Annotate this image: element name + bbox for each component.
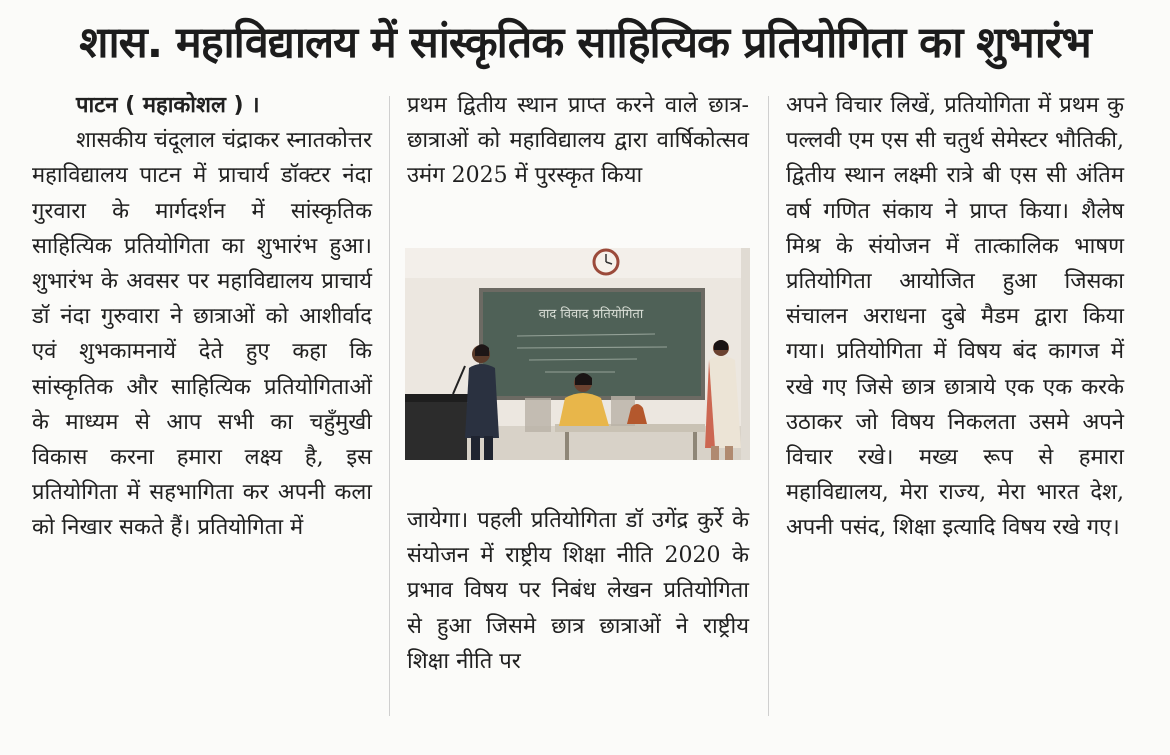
column-divider (389, 96, 390, 716)
article-column-2-top (407, 88, 749, 194)
article-column-1 (32, 88, 372, 546)
article-headline: शास. महाविद्यालय में सांस्कृतिक साहित्यिक प्रतियोगिता का शुभारंभ (79, 18, 1091, 68)
blackboard-text: वाद विवाद प्रतियोगिता (538, 307, 644, 322)
article-column-3 (786, 88, 1124, 546)
body-text: शासकीय चंदूलाल चंद्राकर स्नातकोत्तर महाविद्यालय पाटन में प्राचार्य डॉक्टर नंदा गुरवारा के मार्गदर्शन में सांस्कृतिक साहित्यिक प्रतियोगिता का शुभारंभ हुआ। शुभारंभ के अवसर पर महाविद्यालय प्राचार्य डॉ नंदा गुरुवारा ने छात्राओं को आशीर्वाद एवं शुभकामनायें देते हुए कहा कि सांस्कृतिक और साहित्यिक प्रतियोगिताओं के माध्यम से आप सभी का चहुँमुखी विकास करना हमारा लक्ष्य है, इस प्रतियोगिता में सहभागिता कर अपनी कला को निखार सकते हैं। प्रतियोगिता में (32, 128, 372, 541)
body-text: प्रथम द्वितीय स्थान प्राप्त करने वाले छात्र-छात्राओं को महाविद्यालय द्वारा वार्षिकोत्सव उमंग 2025 में पुरस्कृत किया (407, 93, 749, 189)
body-text: जायेगा। पहली प्रतियोगिता डॉ उगेंद्र कुर्रे के संयोजन में राष्ट्रीय शिक्षा नीति 2020 के प्रभाव विषय पर निबंध लेखन प्रतियोगिता से हुआ जिसमे छात्र छात्राओं ने राष्ट्रीय शिक्षा नीति पर (407, 508, 749, 674)
photo-illustration (405, 248, 750, 460)
body-text: अपने विचार लिखें, प्रतियोगिता में प्रथम कु पल्लवी एम एस सी चतुर्थ सेमेस्टर भौतिकी, द्वितीय स्थान लक्ष्मी रात्रे बी एस सी अंतिम वर्ष गणित संकाय ने प्राप्त किया। शैलेष मिश्र के संयोजन में तात्कालिक भाषण प्रतियोगिता आयोजित हुआ जिसका संचालन अराधना दुबे मैडम द्वारा किया गया। प्रतियोगिता में विषय बंद कागज में रखे गए जिसे छात्र छात्राये एक एक करके उठाकर जो विषय निकलता उसमे अपने विचार रखे। मख्य रूप से हमारा महाविद्यालय, मेरा राज्य, मेरा भारत देश, अपनी पसंद, शिक्षा इत्यादि विषय रखे गए। (786, 93, 1124, 541)
article-column-2-bottom (407, 503, 749, 679)
dateline: पाटन ( महाकोशल ) । (76, 93, 260, 118)
event-photo (405, 248, 750, 460)
column-divider (768, 96, 769, 716)
